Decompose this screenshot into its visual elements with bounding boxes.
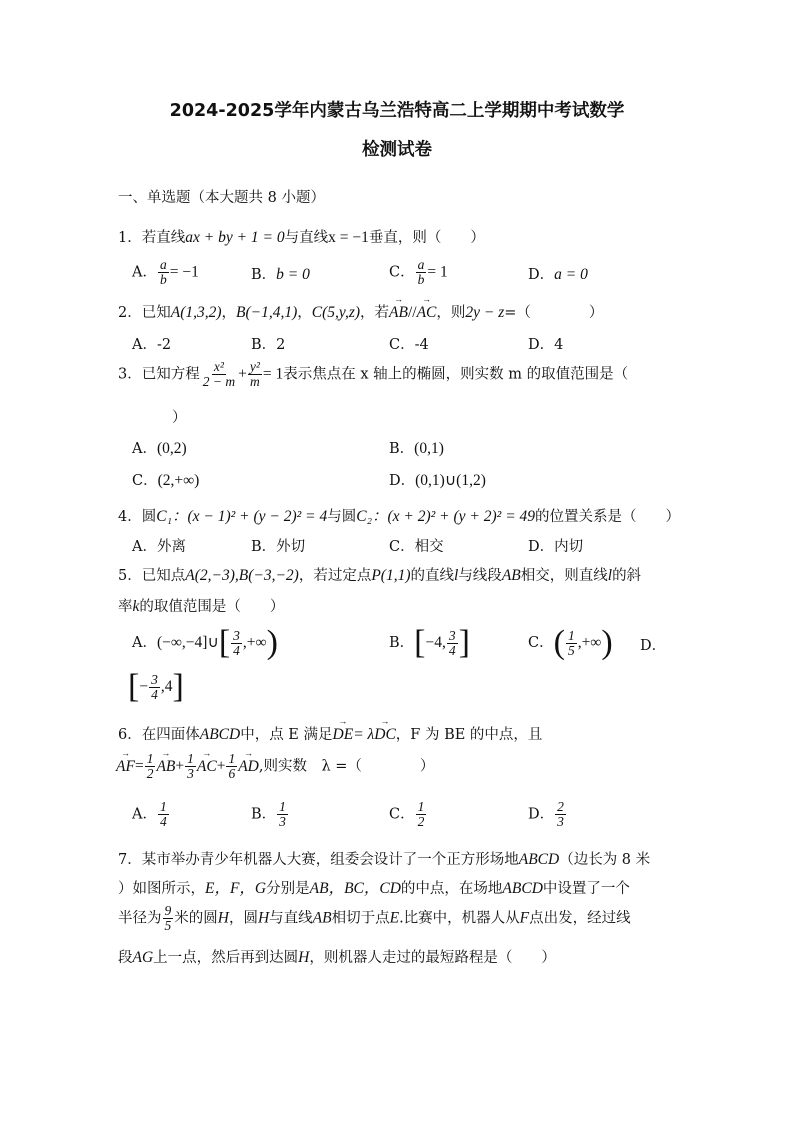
question-1-option-a[interactable]: A． $\frac{a}{b}$ = −1 — [132, 257, 199, 287]
question-3-stem-close: ） — [172, 410, 187, 426]
question-7-line-3: 半径为 $\frac{9}{5}$ 米的圆H，圆H与直线AB相切于点E.比赛中，机器人从F点出发，经过线 — [118, 903, 631, 933]
section-heading: 一、单选题（本大题共 8 小题） — [118, 190, 325, 206]
question-4-option-a[interactable]: A．外离 — [132, 539, 186, 555]
question-6-option-d[interactable]: D． $\frac{2}{3}$ — [528, 799, 564, 829]
question-4-option-d[interactable]: D．内切 — [528, 539, 584, 555]
question-3-option-a[interactable]: A．(0,2) — [132, 440, 187, 457]
question-2-option-a[interactable]: A．-2 — [132, 337, 172, 353]
question-6-option-c[interactable]: C． $\frac{1}{2}$ — [389, 799, 425, 829]
question-4-option-c[interactable]: C．相交 — [389, 539, 444, 555]
question-2-stem: 2．已知A(1,3,2)，B(−1,4,1)，C(5,y,z)，若→ AB//→ AC，则2y − z=（ ） — [118, 301, 603, 322]
question-1-stem: 1．若直线ax + by + 1 = 0与直线x = −1垂直，则（ ） — [118, 229, 485, 246]
question-4-stem: 4．圆C₁：(x − 1)² + (y − 2)² = 4与圆C₂：(x + 2)² + (y + 2)² = 49的位置关系是（ ） — [118, 508, 681, 525]
question-3-option-c[interactable]: C．(2,+∞) — [132, 472, 200, 489]
question-5-option-d[interactable]: [− $\frac{3}{4}$ ,4] — [128, 668, 184, 705]
page-title: 2024-2025学年内蒙古乌兰浩特高二上学期期中考试数学 — [169, 101, 625, 121]
question-4-option-b[interactable]: B．外切 — [251, 539, 306, 555]
question-2-option-c[interactable]: C．-4 — [389, 337, 429, 353]
question-5-stem-line2: 率k的取值范围是（ ） — [118, 598, 285, 615]
question-5-stem: 5．已知点A(2,−3),B(−3,−2)，若过定点P(1,1)的直线l与线段AB相交，则直线l的斜 — [118, 567, 642, 584]
question-3-option-d[interactable]: D．(0,1)∪(1,2) — [389, 472, 486, 489]
question-5-option-d-label[interactable]: D． — [640, 638, 667, 654]
question-6-stem: 6．在四面体ABCD中，点 E 满足→ DE= λ→ DC，F 为 BE 的中点，且 — [118, 723, 542, 744]
question-6-option-a[interactable]: A． $\frac{1}{4}$ — [132, 799, 167, 829]
question-7-line-1: 7．某市举办青少年机器人大赛，组委会设计了一个正方形场地ABCD（边长为 8 米 — [118, 851, 651, 868]
question-3-stem: 3．已知方程 $\frac{\text{x²}}{2 - m}$ + $\frac{\text{y²}}{m}$ = 1表示焦点在 x 轴上的椭圆，则实数 m 的取值范围是（ — [118, 359, 629, 389]
question-7-line-4: 段AG上一点，然后再到达圆H，则机器人走过的最短路程是（ ） — [118, 949, 556, 966]
question-6-condition: → AF= $\frac{1}{2}$ → AB+ $\frac{1}{3}$ → AC+ $\frac{1}{6}$ → AD,则实数 λ =（ ） — [116, 752, 434, 781]
question-1-option-b[interactable]: B．b = 0 — [251, 266, 310, 283]
question-2-option-d[interactable]: D．4 — [528, 337, 564, 353]
question-7-line-2: ）如图所示，E，F，G分别是AB，BC，CD的中点，在场地ABCD中设置了一个 — [118, 880, 630, 897]
question-2-option-b[interactable]: B．2 — [251, 337, 286, 353]
question-3-option-b[interactable]: B．(0,1) — [389, 440, 444, 457]
question-1-option-c[interactable]: C． $\frac{a}{b}$ = 1 — [389, 257, 448, 287]
page-subtitle: 检测试卷 — [362, 140, 432, 160]
question-1-option-d[interactable]: D．a = 0 — [528, 266, 588, 283]
question-5-option-b[interactable]: B．[−4, $\frac{3}{4}$ ] — [389, 624, 470, 661]
question-5-option-c[interactable]: C．( $\frac{1}{5}$ ,+∞) — [528, 624, 613, 661]
question-5-option-a[interactable]: A．(−∞,−4]∪[ $\frac{3}{4}$ ,+∞) — [132, 624, 278, 661]
question-6-option-b[interactable]: B． $\frac{1}{3}$ — [251, 799, 286, 829]
